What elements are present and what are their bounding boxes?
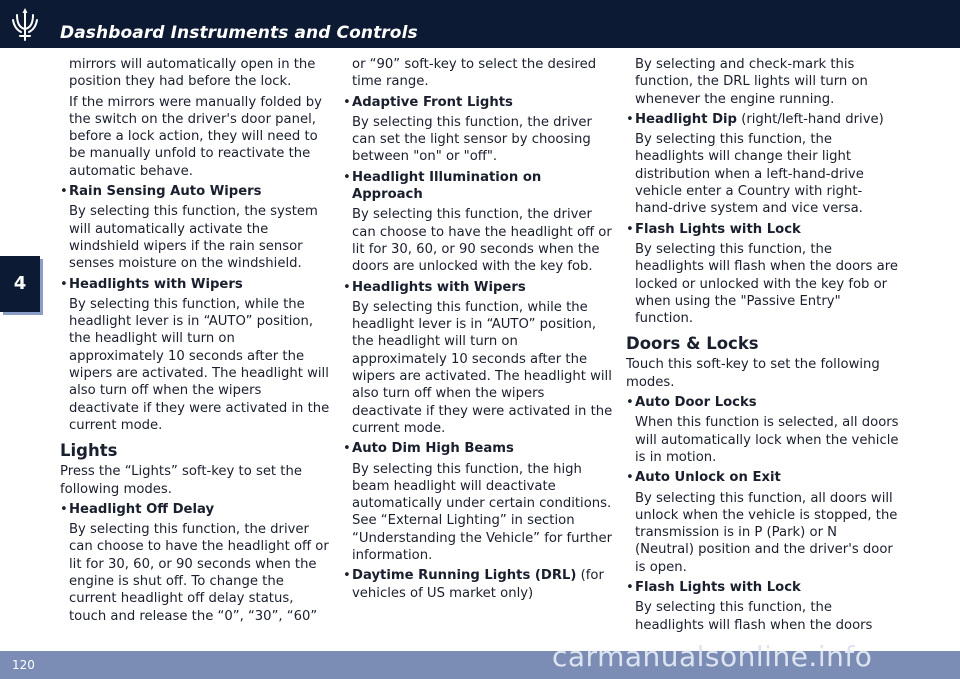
paragraph: If the mirrors were manually folded by the switch on the driver's door panel, before a lock action, they will need to be manually unfold to reactivate the automatic behave. — [69, 94, 322, 179]
bullet-auto-unlock-on-exit: • Auto Unlock on Exit — [626, 470, 781, 486]
column-2 — [343, 56, 613, 602]
paragraph: By selecting this function, the driver can set the light sensor by choosing between "on" or "off". — [352, 114, 592, 165]
paragraph: By selecting this function, the high beam headlight will deactivate automatically under certain conditions. See “External Lighting” in section “Understanding the Vehicle” for further information. — [352, 461, 613, 564]
paragraph: By selecting this function, the headlights will flash when the doors are locked or unlocked with the key fob or when using the "Passive Entry" function. — [635, 241, 898, 327]
paragraph: Press the “Lights” soft-key to set the following modes. — [60, 464, 302, 497]
bullet-headlight-off-delay: • Headlight Off Delay — [60, 501, 215, 517]
section-heading-doors-locks: Doors & Locks — [626, 334, 759, 354]
paragraph: When this function is selected, all doors will automatically lock when the vehicle is in motion. — [635, 415, 899, 465]
bullet-daytime-running-lights: • Daytime Running Lights (DRL) (for vehicles of US market only) — [343, 568, 604, 601]
paragraph: By selecting this function, all doors will unlock when the vehicle is stopped, the transmission is in P (Park) or N (Neutral) position and the driver's door is open. — [635, 490, 898, 575]
bullet-headlights-with-wipers: • Headlights with Wipers — [60, 276, 243, 292]
paragraph: By selecting this function, the driver can choose to have the headlight off or lit for 30, 60, or 90 seconds when the doors are unlocked with the key fob. — [352, 207, 612, 275]
paragraph: or “90” soft-key to select the desired time range. — [352, 57, 597, 90]
bullet-headlights-with-wipers: • Headlights with Wipers — [343, 279, 526, 295]
page-title: Dashboard Instruments and Controls — [60, 23, 418, 43]
paragraph: mirrors will automatically open in the position they had before the lock. — [69, 57, 316, 90]
section-heading-lights: Lights — [60, 441, 118, 461]
paragraph: By selecting this function, the headlights will flash when the doors — [635, 600, 873, 633]
column-1 — [60, 56, 332, 625]
chapter-tab — [0, 256, 40, 312]
watermark-text: carmanualsonline.info — [552, 640, 873, 673]
page-number: 120 — [12, 658, 35, 672]
trident-logo-icon — [8, 6, 42, 42]
bullet-auto-dim-high-beams: • Auto Dim High Beams — [343, 441, 514, 457]
bullet-flash-lights-with-lock: • Flash Lights with Lock — [626, 221, 801, 237]
paragraph: Touch this soft-key to set the following modes. — [626, 357, 880, 390]
paragraph: By selecting this function, the system will automatically activate the windshield wipers if the rain sensor senses moisture on the windshield. — [69, 204, 318, 272]
paragraph: By selecting this function, the driver can choose to have the headlight off or lit for 30, 60, or 90 seconds when the engine is shut off. To change the current headlight off delay status, touch and release the “0”, “30”, “60” — [69, 522, 329, 624]
bullet-headlight-dip: • Headlight Dip (right/left-hand drive) — [626, 111, 884, 127]
column-3 — [626, 56, 900, 634]
bullet-headlight-illumination: • Headlight Illumination on Approach — [343, 169, 542, 203]
bullet-auto-door-locks: • Auto Door Locks — [626, 395, 757, 411]
chapter-number: 4 — [13, 273, 27, 294]
paragraph: By selecting this function, while the headlight lever is in “AUTO” position, the headlight will turn on approximately 10 seconds after the wipers are activated. The headlight will also turn off when the wipers deactivate if they were activated in the current mode. — [352, 299, 613, 436]
bullet-rain-sensing-wipers: • Rain Sensing Auto Wipers — [60, 184, 262, 200]
paragraph: By selecting and check-mark this function, the DRL lights will turn on whenever the engine running. — [635, 57, 868, 107]
paragraph: By selecting this function, the headlights will change their light distribution when a left-hand-drive vehicle enter a Country with right-hand-drive system and vice versa. — [635, 132, 864, 217]
bullet-adaptive-front-lights: • Adaptive Front Lights — [343, 94, 513, 110]
paragraph: By selecting this function, while the headlight lever is in “AUTO” position, the headlight will turn on approximately 10 seconds after the wipers are activated. The headlight will also turn off when the wipers deactivate if they were activated in the current mode. — [69, 296, 330, 433]
bullet-flash-lights-with-lock: • Flash Lights with Lock — [626, 580, 801, 596]
